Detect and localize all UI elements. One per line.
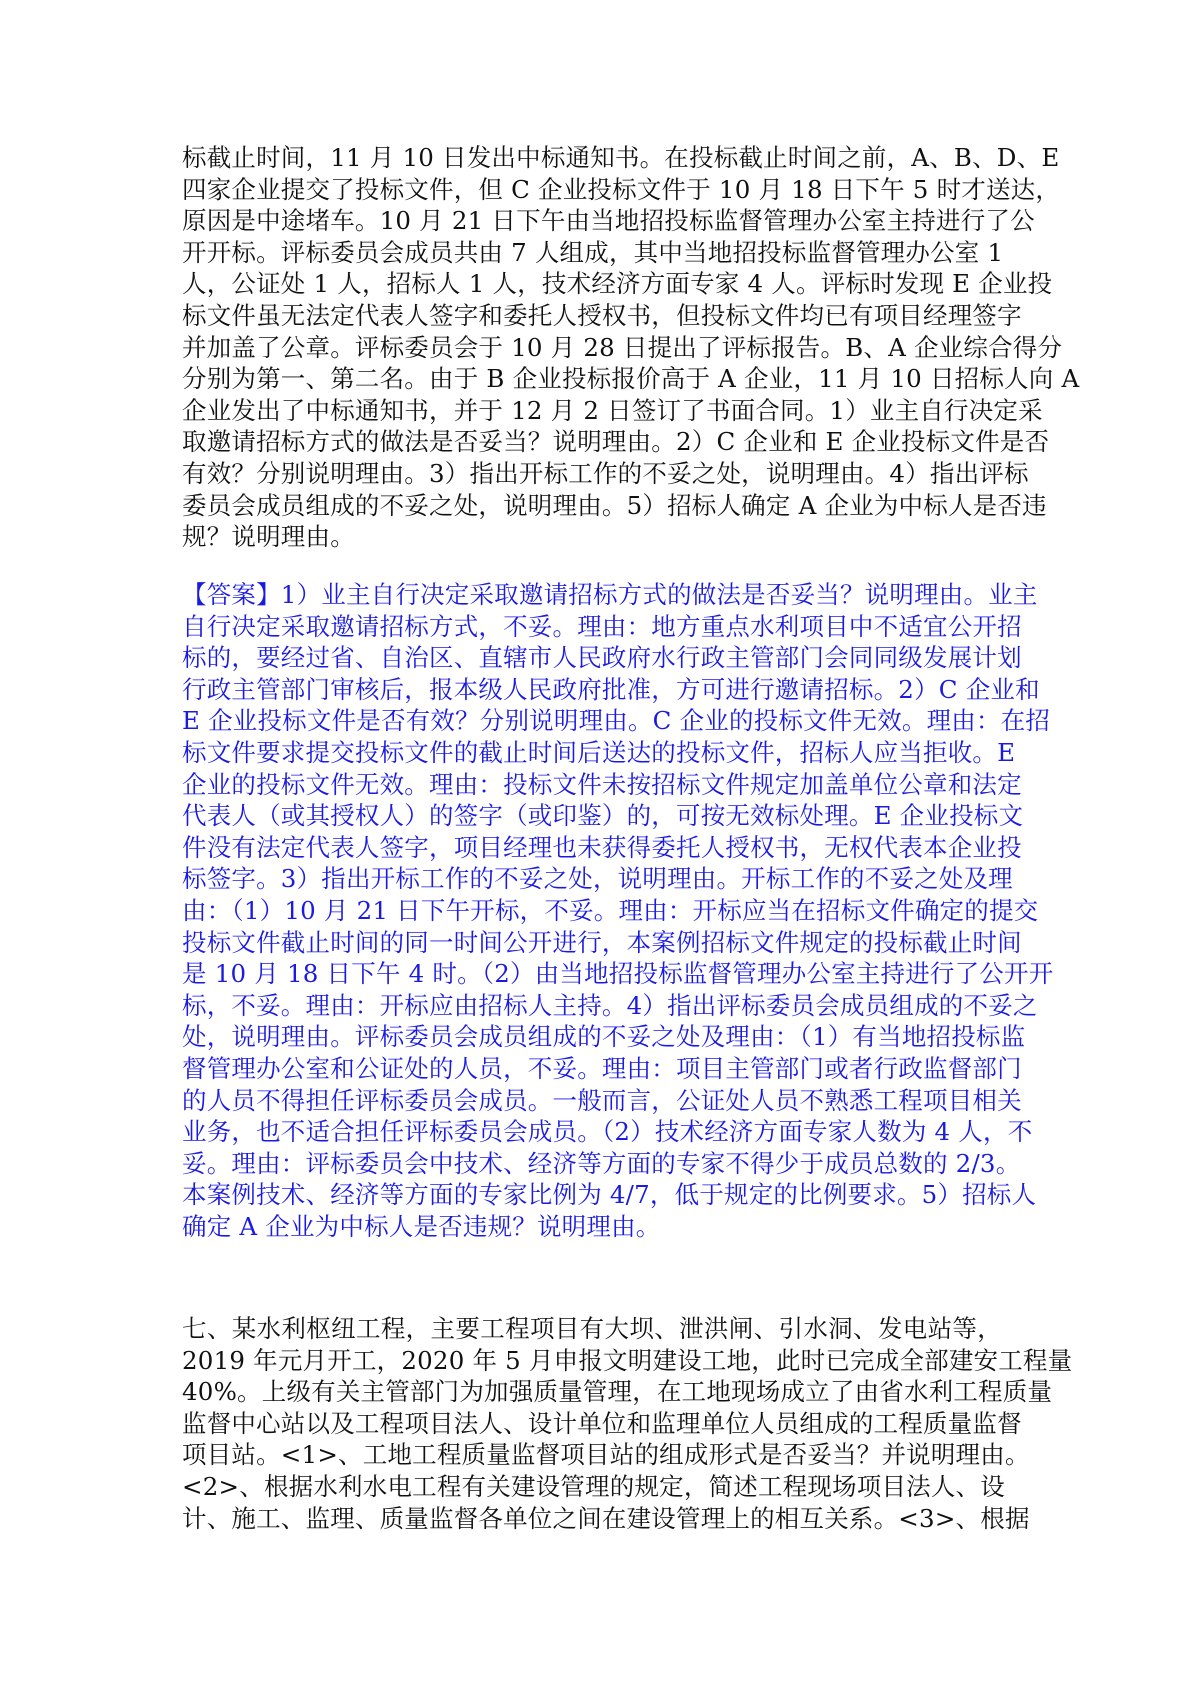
question-line: 规？说明理由。 — [182, 522, 355, 552]
answer-line: 督管理办公室和公证处的人员，不妥。理由：项目主管部门或者行政监督部门 — [182, 1053, 1022, 1083]
answer-line: 由：（1）10 月 21 日下午开标，不妥。理由：开标应当在招标文件确定的提交 — [182, 895, 1039, 925]
question-line: 开开标。评标委员会成员共由 7 人组成，其中当地招投标监督管理办公室 1 — [182, 237, 1004, 267]
answer-line: 行政主管部门审核后，报本级人民政府批准，方可进行邀请招标。2）C 企业和 — [182, 674, 1040, 704]
answer-line: 处，说明理由。评标委员会成员组成的不妥之处及理由：（1）有当地招投标监 — [182, 1022, 1026, 1052]
next-question-line: 七、某水利枢纽工程，主要工程项目有大坝、泄洪闸、引水洞、发电站等， — [182, 1314, 1002, 1343]
answer-line: 业务，也不适合担任评标委员会成员。（2）技术经济方面专家人数为 4 人，不 — [182, 1117, 1033, 1147]
question-line: 企业发出了中标通知书，并于 12 月 2 日签订了书面合同。1）业主自行决定采 — [182, 395, 1043, 425]
next-question-line: 计、施工、监理、质量监督各单位之间在建设管理上的相互关系。<3>、根据 — [182, 1503, 1030, 1533]
answer-line: 标，不妥。理由：开标应由招标人主持。4）指出评标委员会成员组成的不妥之 — [182, 990, 1038, 1020]
answer-line: 标签字。3）指出开标工作的不妥之处，说明理由。开标工作的不妥之处及理 — [182, 864, 1013, 894]
next-question-line: 2019 年元月开工，2020 年 5 月申报文明建设工地，此时已完成全部建安工程量 — [182, 1345, 1073, 1375]
question-line: 原因是中途堵车。10 月 21 日下午由当地招投标监督管理办公室主持进行了公 — [182, 206, 1035, 236]
question-line: 四家企业提交了投标文件，但 C 企业投标文件于 10 月 18 日下午 5 时才送达， — [182, 174, 1061, 204]
answer-line: 自行决定采取邀请招标方式，不妥。理由：地方重点水利项目中不适宜公开招 — [182, 611, 1022, 641]
question-line: 人，公证处 1 人，招标人 1 人，技术经济方面专家 4 人。评标时发现 E 企业投 — [182, 269, 1053, 299]
answer-line: 件没有法定代表人签字，项目经理也未获得委托人授权书，无权代表本企业投 — [182, 832, 1022, 862]
question-paragraph — [182, 142, 1080, 553]
question-line: 有效？分别说明理由。3）指出开标工作的不妥之处，说明理由。4）指出评标 — [182, 458, 1029, 488]
question-line: 标截止时间，11 月 10 日发出中标通知书。在投标截止时间之前，A、B、D、E — [182, 143, 1060, 172]
question-line: 并加盖了公章。评标委员会于 10 月 28 日提出了评标报告。B、A 企业综合得分 — [182, 332, 1063, 362]
answer-line: 【答案】1）业主自行决定采取邀请招标方式的做法是否妥当？说明理由。业主 — [182, 580, 1038, 609]
answer-line: 确定 A 企业为中标人是否违规？说明理由。 — [182, 1211, 661, 1241]
next-question-line: 40%。上级有关主管部门为加强质量管理，在工地现场成立了由省水利工程质量 — [182, 1377, 1053, 1407]
answer-paragraph — [182, 579, 1054, 1242]
question-line: 取邀请招标方式的做法是否妥当？说明理由。2）C 企业和 E 企业投标文件是否 — [182, 427, 1050, 457]
answer-line: 投标文件截止时间的同一时间公开进行，本案例招标文件规定的投标截止时间 — [182, 927, 1022, 957]
answer-line: 本案例技术、经济等方面的专家比例为 4/7，低于规定的比例要求。5）招标人 — [182, 1180, 1037, 1210]
answer-line: 妥。理由：评标委员会中技术、经济等方面的专家不得少于成员总数的 2/3。 — [182, 1148, 1021, 1178]
next-question-line: 项目站。<1>、工地工程质量监督项目站的组成形式是否妥当？并说明理由。 — [182, 1440, 1030, 1470]
question-line: 标文件虽无法定代表人签字和委托人授权书，但投标文件均已有项目经理签字 — [182, 300, 1022, 330]
question-line: 委员会成员组成的不妥之处，说明理由。5）招标人确定 A 企业为中标人是否违 — [182, 490, 1047, 520]
answer-line: E 企业投标文件是否有效？分别说明理由。C 企业的投标文件无效。理由：在招 — [182, 706, 1051, 736]
answer-line: 的人员不得担任评标委员会成员。一般而言，公证处人员不熟悉工程项目相关 — [182, 1085, 1022, 1115]
next-question-paragraph — [182, 1313, 1073, 1534]
next-question-line: 监督中心站以及工程项目法人、设计单位和监理单位人员组成的工程质量监督 — [182, 1408, 1022, 1438]
next-question-line: <2>、根据水利水电工程有关建设管理的规定，简述工程现场项目法人、设 — [182, 1471, 1005, 1501]
answer-line: 是 10 月 18 日下午 4 时。（2）由当地招投标监督管理办公室主持进行了公开开 — [182, 959, 1054, 989]
answer-line: 标文件要求提交投标文件的截止时间后送达的投标文件，招标人应当拒收。E — [182, 737, 1016, 767]
answer-line: 代表人（或其授权人）的签字（或印鉴）的，可按无效标处理。E 企业投标文 — [182, 801, 1024, 831]
question-line: 分别为第一、第二名。由于 B 企业投标报价高于 A 企业，11 月 10 日招标人向 A — [182, 364, 1080, 394]
answer-line: 标的，要经过省、自治区、直辖市人民政府水行政主管部门会同同级发展计划 — [182, 643, 1022, 673]
answer-line: 企业的投标文件无效。理由：投标文件未按招标文件规定加盖单位公章和法定 — [182, 769, 1022, 799]
